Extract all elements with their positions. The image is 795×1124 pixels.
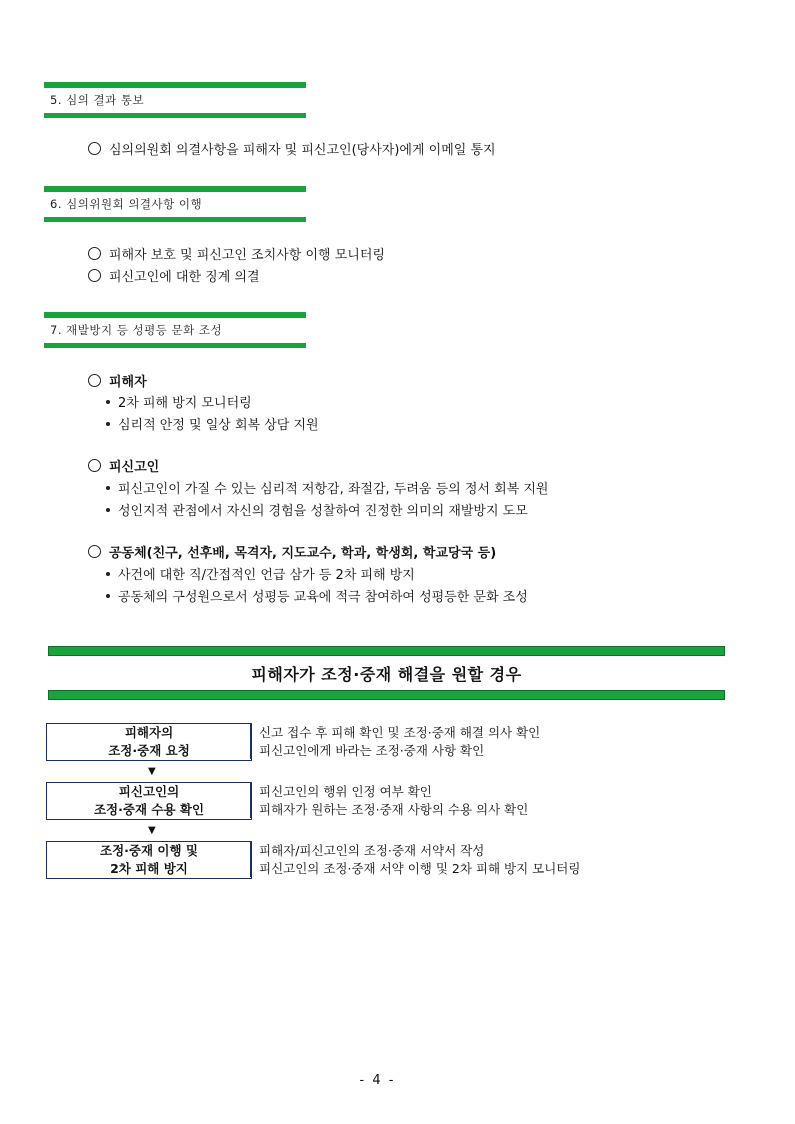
section-title: 6. 심의위원회 의결사항 이행 <box>50 197 203 211</box>
flow-step-label-1: 피신고인의 <box>118 784 180 799</box>
circle-bullet-icon <box>88 247 101 260</box>
dot-bullet-icon <box>106 508 110 512</box>
section-bar-top <box>44 186 306 192</box>
flow-step-desc-1: 피해자/피신고인의 조정·중재 서약서 작성 <box>259 843 485 858</box>
item-text: 피신고인에 대한 징계 의결 <box>109 270 260 285</box>
dot-bullet-icon <box>106 422 110 426</box>
flow-step-desc <box>259 783 528 819</box>
dot-bullet-icon <box>106 572 110 576</box>
list-item <box>88 139 496 158</box>
section-bar-bottom <box>44 343 306 348</box>
dot-bullet-icon <box>106 400 110 404</box>
circle-bullet-icon <box>88 545 101 558</box>
flow-step-label-1: 조정·중재 이행 및 <box>100 843 198 858</box>
group-heading-text: 피해자 <box>109 375 147 390</box>
bullet-text: 2차 피해 방지 모니터링 <box>118 396 252 411</box>
section-bar-bottom <box>44 217 306 222</box>
group-heading <box>88 542 496 561</box>
item-text: 심의의원회 의결사항을 피해자 및 피신고인(당사자)에게 이메일 통지 <box>109 143 496 158</box>
section-header-6 <box>44 186 306 222</box>
circle-bullet-icon <box>88 142 101 155</box>
bullet-text: 심리적 안정 및 일상 회복 상담 지원 <box>118 418 319 433</box>
flow-step-label-2: 2차 피해 방지 <box>110 861 188 876</box>
bullet-item <box>106 478 548 497</box>
bullet-item <box>106 414 319 433</box>
dot-bullet-icon <box>106 486 110 490</box>
section-header-5 <box>44 82 306 118</box>
circle-bullet-icon <box>88 459 101 472</box>
flow-step-desc-2: 피해자가 원하는 조정·중재 사항의 수용 의사 확인 <box>259 802 529 817</box>
dot-bullet-icon <box>106 594 110 598</box>
bullet-item <box>106 564 415 583</box>
flow-step-desc-1: 피신고인의 행위 인정 여부 확인 <box>259 784 432 799</box>
section-title: 7. 재발방지 등 성평등 문화 조성 <box>50 323 223 337</box>
flow-step-desc <box>259 842 580 878</box>
section-header-7 <box>44 312 306 348</box>
section-bar-top <box>44 82 306 88</box>
bullet-text: 성인지적 관점에서 자신의 경험을 성찰하여 진정한 의미의 재발방지 도모 <box>118 504 528 519</box>
flow-step-box <box>46 723 252 761</box>
flow-step-label-2: 조정·중재 요청 <box>108 743 190 758</box>
group-heading <box>88 371 147 390</box>
bullet-item <box>106 586 528 605</box>
flow-step-label-1: 피해자의 <box>124 725 174 740</box>
section-title: 5. 심의 결과 통보 <box>50 93 145 107</box>
green-band-bottom <box>48 690 725 700</box>
group-heading <box>88 456 159 475</box>
mediation-title: 피해자가 조정·중재 해결을 원할 경우 <box>251 665 522 684</box>
green-band-top <box>48 646 725 656</box>
down-arrow-icon: ▼ <box>148 766 156 777</box>
list-item <box>88 244 385 263</box>
flow-step-label-2: 조정·중재 수용 확인 <box>93 802 205 817</box>
bullet-text: 공동체의 구성원으로서 성평등 교육에 적극 참여하여 성평등한 문화 조성 <box>118 590 528 605</box>
section-bar-bottom <box>44 113 306 118</box>
group-heading-text: 피신고인 <box>109 460 160 475</box>
section-bar-top <box>44 312 306 318</box>
down-arrow-icon: ▼ <box>148 825 156 836</box>
flow-step-desc <box>259 724 540 760</box>
list-item <box>88 266 260 285</box>
bullet-text: 피신고인이 가질 수 있는 심리적 저항감, 좌절감, 두려움 등의 정서 회복 지원 <box>118 482 549 497</box>
circle-bullet-icon <box>88 269 101 282</box>
flow-step-desc-2: 피신고인의 조정·중재 서약 이행 및 2차 피해 방지 모니터링 <box>259 861 581 876</box>
group-heading-text: 공동체(친구, 선후배, 목격자, 지도교수, 학과, 학생회, 학교당국 등) <box>109 546 497 561</box>
bullet-item <box>106 500 528 519</box>
item-text: 피해자 보호 및 피신고인 조치사항 이행 모니터링 <box>109 248 385 263</box>
page-number: - 4 - <box>359 1073 396 1088</box>
flow-step-box <box>46 782 252 820</box>
bullet-item <box>106 392 252 411</box>
flow-step-desc-2: 피신고인에게 바라는 조정·중재 사항 확인 <box>259 743 485 758</box>
bullet-text: 사건에 대한 직/간접적인 언급 삼가 등 2차 피해 방지 <box>118 568 415 583</box>
circle-bullet-icon <box>88 374 101 387</box>
flow-step-box <box>46 841 252 879</box>
flow-step-desc-1: 신고 접수 후 피해 확인 및 조정·중재 해결 의사 확인 <box>259 725 541 740</box>
